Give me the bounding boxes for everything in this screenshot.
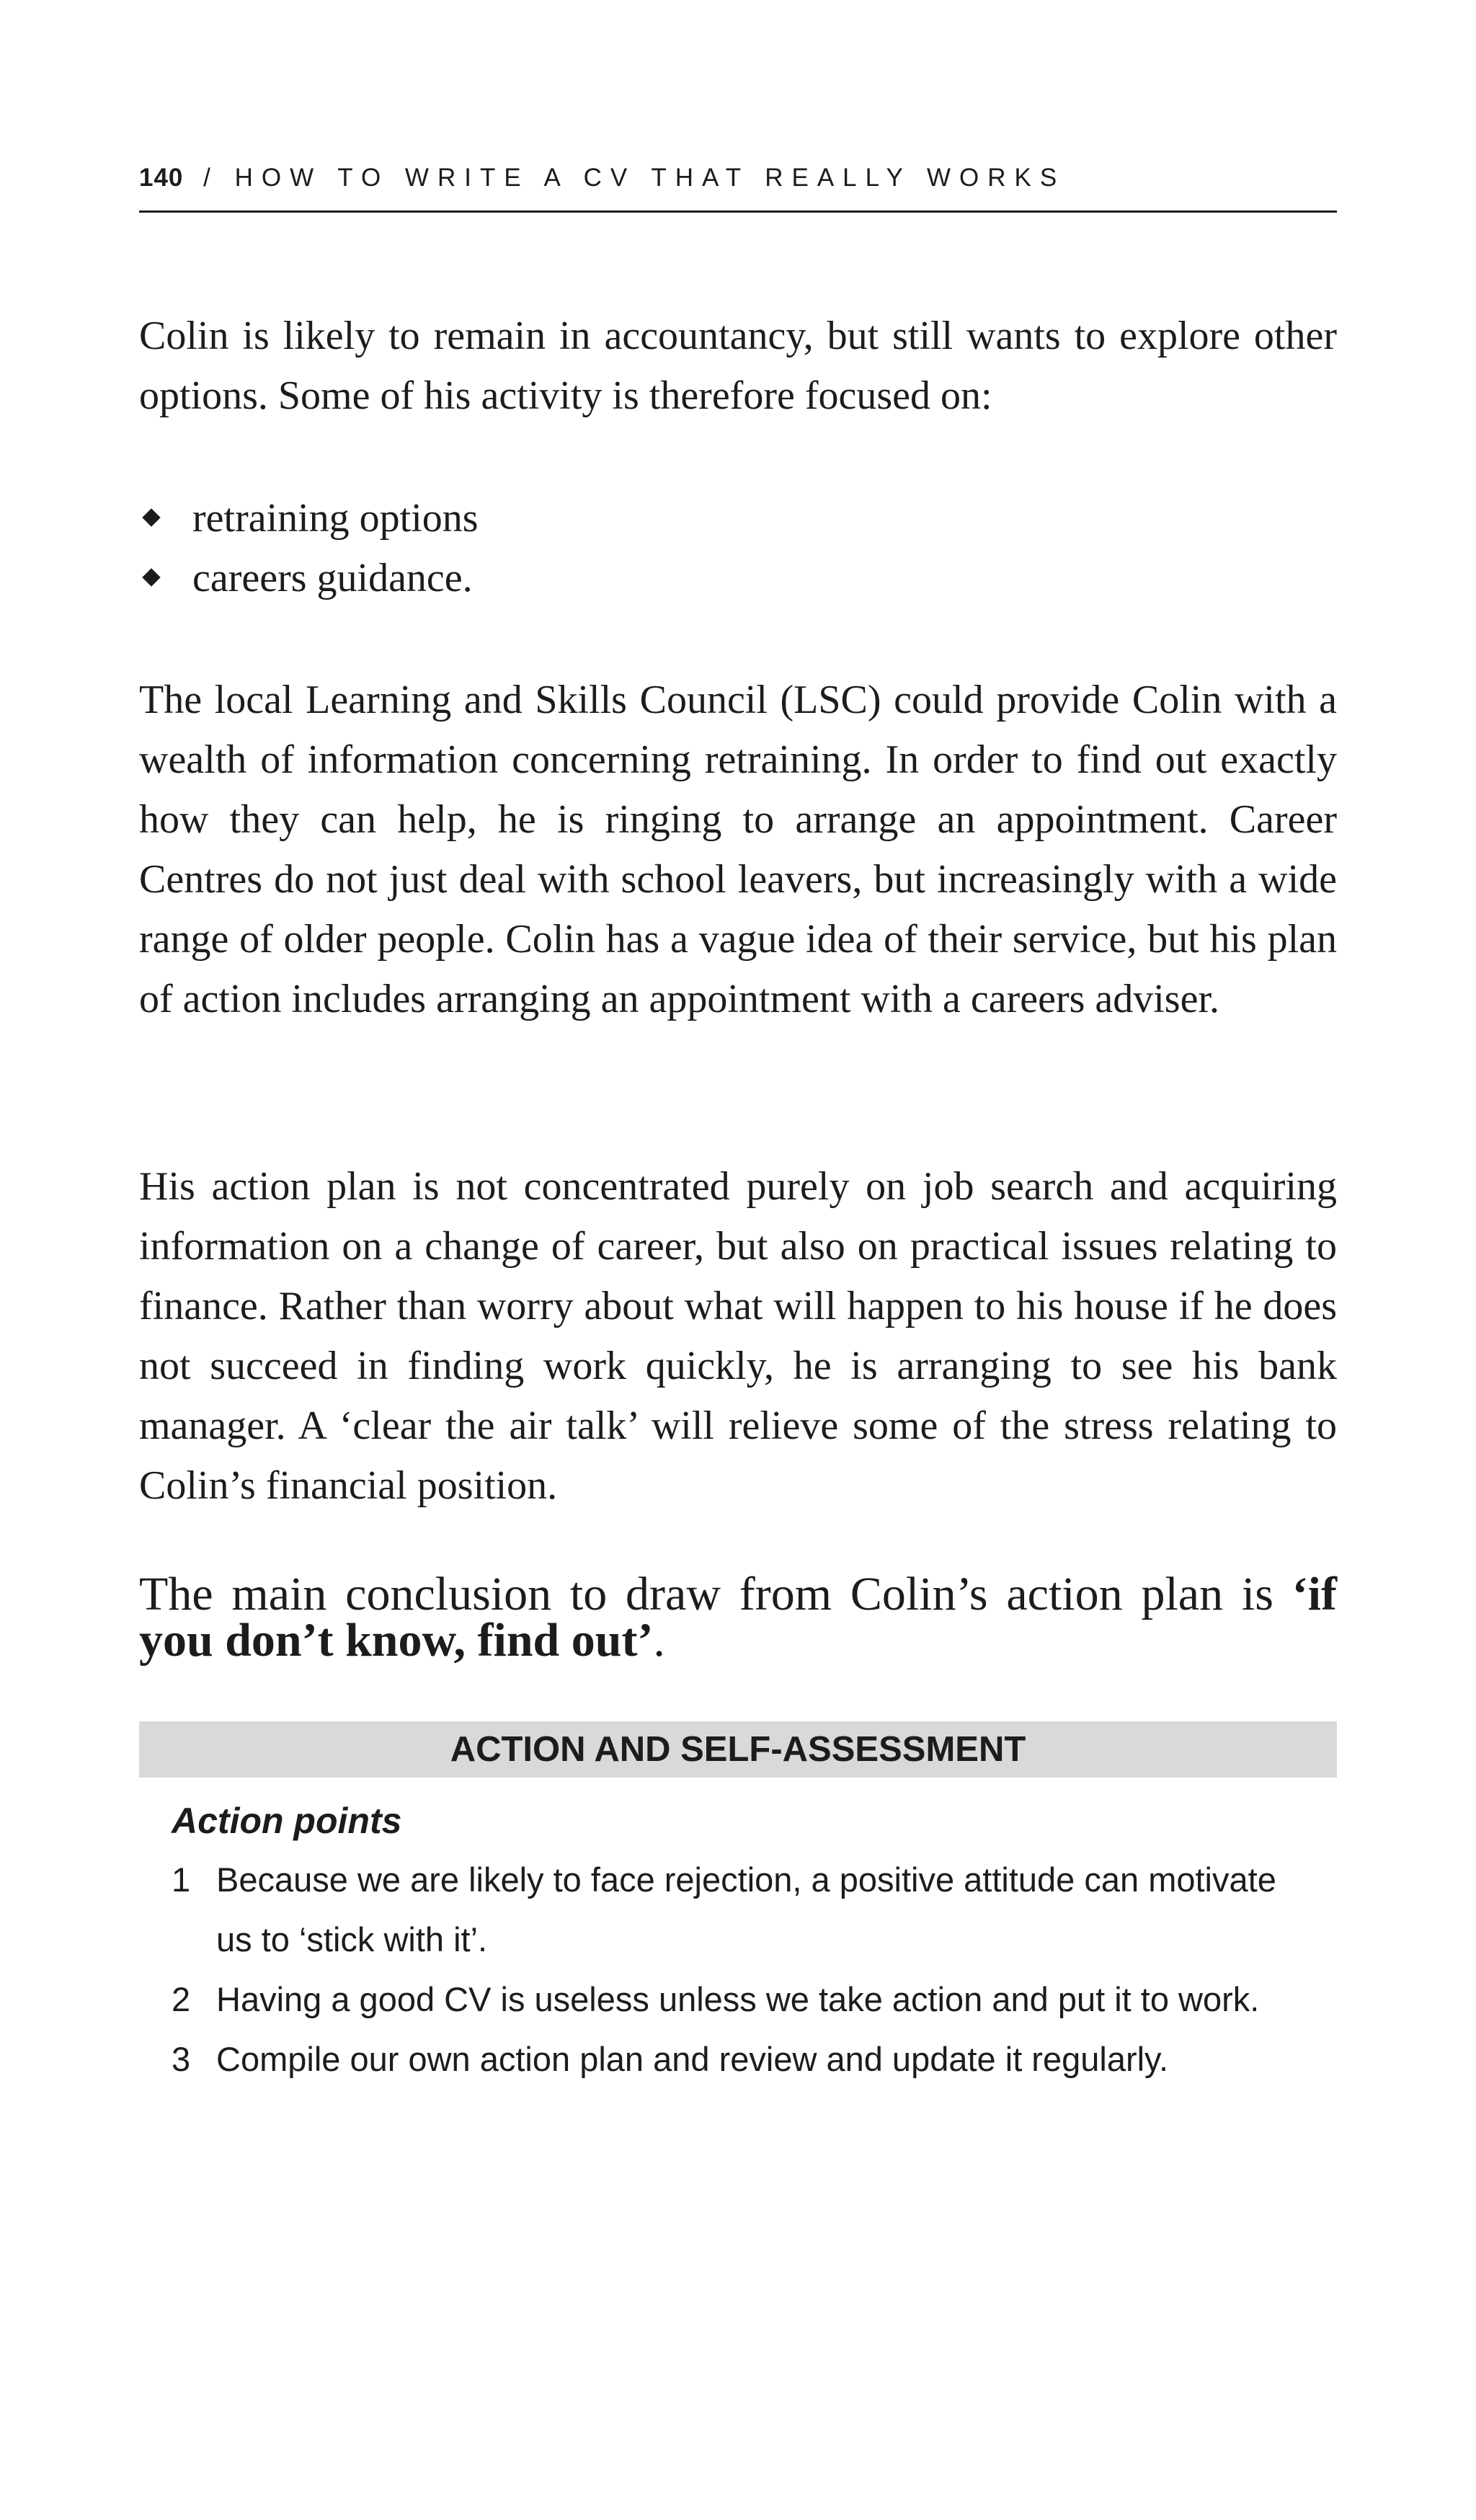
conclusion-emphasis: ‘if you don’t know, find out’ (139, 1568, 1337, 1667)
list-item (139, 549, 1337, 608)
action-box-heading: ACTION AND SELF-ASSESSMENT (139, 1721, 1337, 1778)
conclusion-end: . (653, 1614, 665, 1667)
list-item (172, 1850, 1317, 1969)
running-header (139, 161, 1337, 213)
book-title: HOW TO WRITE A CV THAT REALLY WORKS (234, 164, 1066, 192)
point-text: Having a good CV is useless unless we take action and put it to work. (216, 1980, 1260, 2018)
conclusion-paragraph (139, 1568, 1337, 1667)
paragraph-action-plan: His action plan is not concentrated purely on job search and acquiring information on a change of career, but also on practical issues relating to finance. Rather than worry about what will happen to his house if he does not succeed in finding work quickly, he is arranging to see his bank manager. A ‘clear the air talk’ will relieve some of the stress relating to Colin’s financial position. (139, 1164, 1337, 1508)
list-item (139, 489, 1337, 549)
paragraph-intro: Colin is likely to remain in accountancy, but still wants to explore other options. Some of his activity is therefore focused on: (139, 314, 1337, 418)
page-number: 140 (139, 164, 184, 192)
paragraph-lsc: The local Learning and Skills Council (LSC) could provide Colin with a wealth of information concerning retraining. In order to find out exactly how they can help, he is ringing to arrange an appointment. Career Centres do not just deal with school leavers, but increasingly with a wide range of older people. Colin has a vague idea of their service, but his plan of action includes arranging an appointment with a careers adviser. (139, 678, 1337, 1021)
bullet-text: careers guidance. (192, 556, 473, 600)
header-separator: / (203, 164, 219, 192)
point-number: 2 (172, 1980, 191, 2018)
action-points-list (172, 1850, 1317, 2089)
bullet-text: retraining options (192, 496, 479, 541)
list-item (172, 1969, 1317, 2029)
action-points-subheading: Action points (172, 1801, 402, 1841)
conclusion-lead: The main conclusion to draw from Colin’s action plan is (139, 1568, 1292, 1620)
list-item (172, 2029, 1317, 2089)
diamond-bullet-icon (142, 568, 160, 586)
diamond-bullet-icon (142, 508, 160, 526)
point-text: Compile our own action plan and review and update it regularly. (216, 2040, 1169, 2078)
point-number: 1 (172, 1860, 191, 1899)
bullet-list (139, 489, 1337, 608)
point-text: Because we are likely to face rejection, a positive attitude can motivate us to ‘stick with it’. (216, 1860, 1276, 1958)
point-number: 3 (172, 2040, 191, 2078)
